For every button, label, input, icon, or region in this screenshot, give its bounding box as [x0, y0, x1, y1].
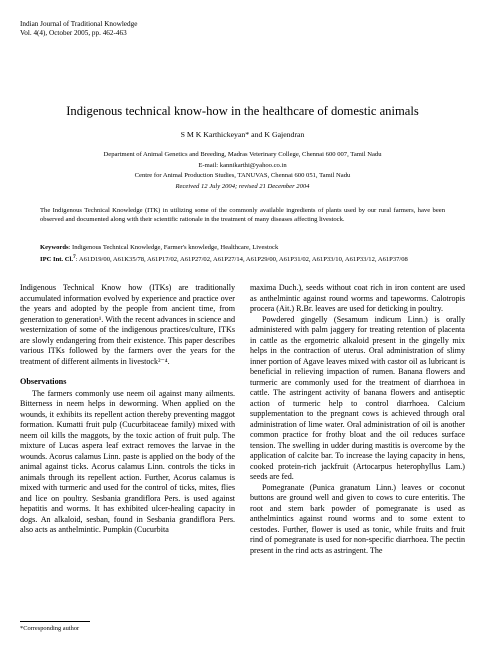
right-column [250, 283, 465, 556]
email: E-mail: kannikarthi@yahoo.co.in [198, 161, 287, 169]
ipc-label-text: IPC Int. Cl. [40, 255, 73, 263]
footnote: *Corresponding author [20, 625, 80, 632]
received-dates: Received 12 July 2004; revised 21 December 2004 [175, 182, 310, 190]
ipc-sup: 7 [72, 253, 76, 260]
observations-paragraph: The farmers commonly use neem oil against many ailments. Bitterness in neem helps in deworming. When applied on the wounds, it exhibits its repellent action thereby preventing maggot formation. Kumatti fruit pulp (Cucurbitaceae family) mixed with neem oil kills the maggots, by the toxic action of fruit pulp. The mixture of Lucas aspera leaf extract removes the larvae in the wounds. Acorus calamus Linn. paste is applied on the body of the animal against ticks. Acorus calamus Linn. controls the ticks in animals through its repellent action. Further, Acorus calamus is mixed with turmeric and used for the control of ticks, mites, flies and lice on poultry. Sesbania grandiflora Pers. is used against hepatitis and worms. It has exhibited ulcer-healing capacity in dogs. An alkaloid, sesban, found in Sesbania grandiflora Pers. also acts as anthelmintic. Pumpkin (Cucurbita [20, 388, 235, 534]
left-column [20, 283, 235, 536]
right-paragraph-2: Powdered gingelly (Sesamum indicum Linn.) is orally administered with palm jaggery for treating retention of placenta in cattle as the ergometric alkaloid present in the gingelly mix helps in the contraction of uterus. Oral administration of slimy inner portion of Agave leaves mixed with castor oil as lubricant is beneficial in relieving impaction of rumen. Banana flowers and turmeric are commonly used for the treatment of diarrhoea in cattle. The astringent activity of banana flowers and antiseptic action of turmeric help to control diarrhoea. Calcium supplementation to the pregnant cows is achieved through oral administration of lime water. Oral administration of oil is another common practice for frothy bloat and the oil reduces surface tension. The swelling in udder during mastitis is overcome by the application of calcite bar. To increase the laying capacity in hens, cooked protein-rich jackfruit (Artocarpus heterophyllus Lam.) seeds are fed. [250, 314, 465, 481]
keywords-label: Keywords [40, 244, 69, 251]
footnote-rule [20, 621, 90, 622]
journal-name: Indian Journal of Traditional Knowledge [20, 20, 138, 28]
right-paragraph-3: Pomegranate (Punica granatum Linn.) leaves or coconut buttons are ground well and given to cows to cure enteritis. The root and stem bark powder of pomegranate is used as anthelmintics against round worms and to some extent to cestodes. Further, flower is used as tonic, while fruits and fruit rind of pomegranate is used for non-specific diarrhoea. The pectin present in the rind acts as astringent. The [250, 482, 465, 555]
affiliation-1: Department of Animal Genetics and Breeding, Madras Veterinary College, Chennai 600 007, Tamil Nadu [103, 151, 382, 158]
observations-heading: Observations [20, 377, 67, 386]
keywords-block [40, 244, 450, 264]
ipc-codes: : A61D19/00, A61K35/78, A61P17/02, A61P27/02, A61P27/14, A61P29/00, A61P31/02, A61P33/10, A61P33/12, A61P37/08 [75, 255, 408, 263]
ipc-line [40, 253, 450, 265]
ipc-label [40, 253, 76, 263]
affiliations [0, 150, 485, 192]
authors: S M K Karthickeyan* and K Gajendran [180, 130, 305, 139]
right-paragraph-1: maxima Duch.), seeds without coat rich in iron content are used as anthelmintic against round worms and tapeworms. Calotropis procera (Ait.) R.Br. leaves are used for deticking in poultry. [250, 283, 465, 313]
intro-paragraph: Indigenous Technical Know how (ITKs) are traditionally accumulated information evolved by experience and practice over the years and adopted by the people from ancient time, from generation to generation¹. With the recent advances in science and westernization of some of the indigenous practices/culture, ITKs are slowly endangering from their existence. This paper describes various ITKs followed by the farmers over the years for the treatment of different ailments in livestock²⁻⁴. [20, 283, 235, 366]
paper-title: Indigenous technical know-how in the healthcare of domestic animals [66, 104, 419, 118]
keywords-text: : Indigenous Technical Knowledge, Farmer's knowledge, Healthcare, Livestock [68, 244, 279, 251]
keywords-line [40, 244, 450, 253]
journal-volume: Vol. 4(4), October 2005, pp. 462-463 [20, 29, 127, 37]
abstract: The Indigenous Technical Knowledge (ITK) in utilizing some of the commonly available ingredients of plants used by our rural farmers, have been observed and documented along with their scientific rationale in the treatment of many diseases affecting livestock. [40, 207, 445, 223]
affiliation-2: Centre for Animal Production Studies, TANUVAS, Chennai 600 051, Tamil Nadu [134, 172, 351, 179]
journal-header [20, 20, 137, 38]
